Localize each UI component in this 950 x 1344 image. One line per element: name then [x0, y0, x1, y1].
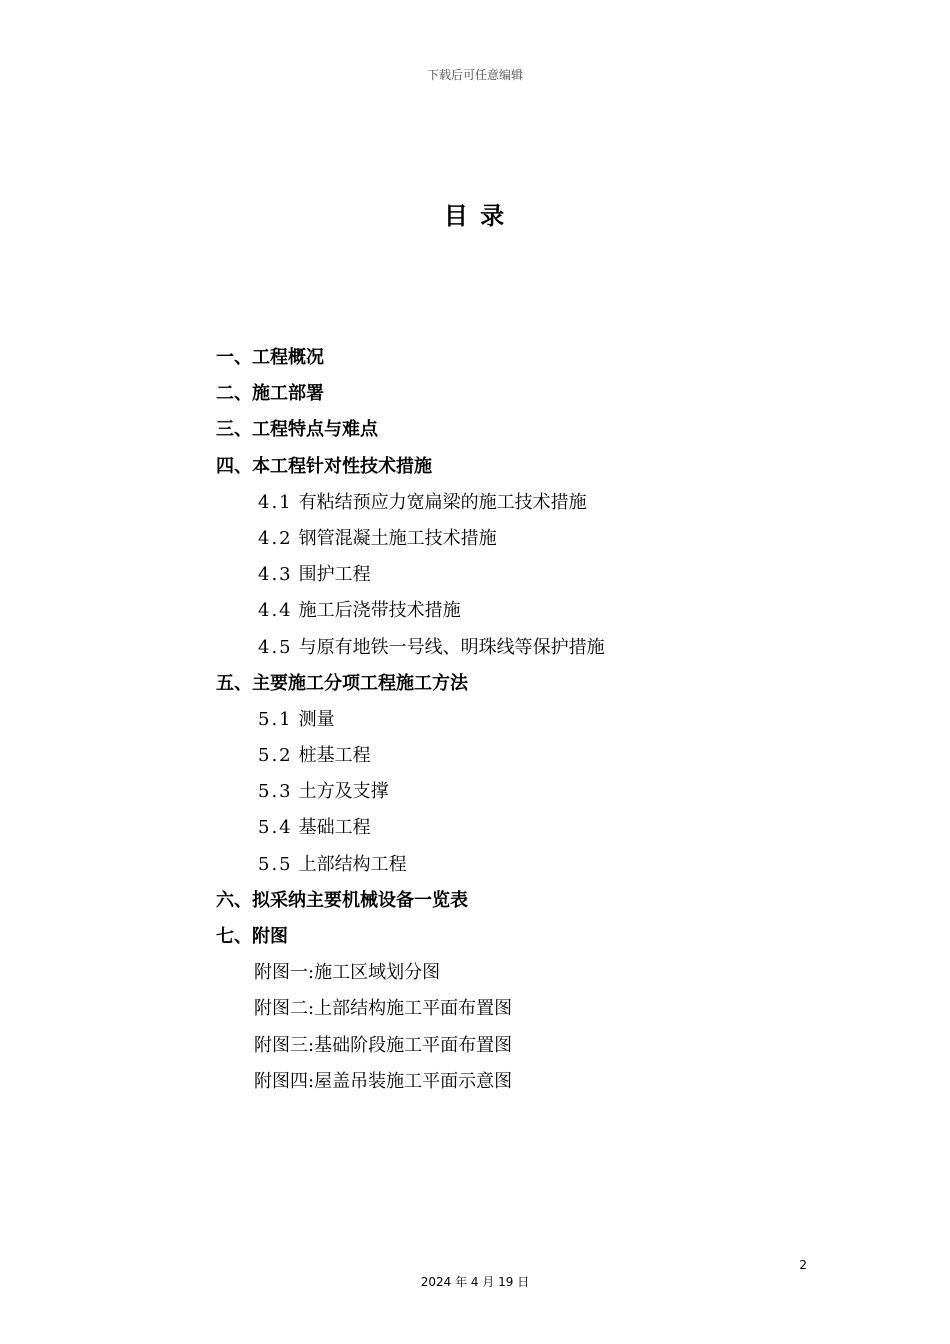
toc-subitem-text: 有粘结预应力宽扁梁的施工技术措施: [298, 491, 587, 513]
toc-subitem-number: 4.3: [258, 564, 293, 586]
toc-subitem-number: 4.1: [258, 491, 293, 513]
toc-appendix-item: 附图二:上部结构施工平面布置图: [254, 998, 513, 1020]
toc-subitem: [216, 521, 836, 557]
toc-item: 七、附图: [216, 926, 288, 947]
toc-item: 一、工程概况: [216, 347, 324, 368]
toc-subitem-text: 与原有地铁一号线、明珠线等保护措施: [298, 636, 605, 658]
toc-item: 二、施工部署: [216, 383, 324, 405]
toc-appendix-item: 附图三:基础阶段施工平面布置图: [254, 1034, 513, 1056]
toc-subitem: [216, 485, 836, 521]
toc-subitem-number: 4.4: [258, 600, 293, 622]
toc-subitem-text: 基础工程: [298, 817, 371, 839]
toc-appendix-item: 附图一:施工区域划分图: [254, 962, 441, 984]
toc-subitem: [216, 774, 836, 810]
toc-subitem-number: 4.2: [258, 527, 293, 549]
toc-subitem: [216, 593, 836, 629]
toc-item: 三、工程特点与难点: [216, 419, 378, 441]
toc-subitem-text: 围护工程: [298, 564, 371, 586]
table-of-contents: [216, 340, 836, 1100]
toc-subitem: [216, 738, 836, 774]
toc-item: 四、本工程针对性技术措施: [216, 455, 432, 477]
toc-subitem-number: 5.2: [258, 745, 293, 767]
page-header: 下载后可任意编辑: [426, 68, 523, 82]
toc-subitem-text: 钢管混凝土施工技术措施: [298, 527, 497, 549]
toc-subitem: [216, 630, 836, 666]
footer-date: 2024 年 4 月 19 日: [420, 1275, 530, 1289]
page-number: 2: [799, 1258, 807, 1272]
toc-subitem: [216, 702, 836, 738]
toc-subitem-text: 施工后浇带技术措施: [298, 600, 461, 622]
toc-subitem-number: 5.1: [258, 708, 293, 730]
toc-subitem-text: 土方及支撑: [298, 781, 389, 803]
toc-item: 五、主要施工分项工程施工方法: [216, 672, 468, 694]
toc-subitem-number: 4.5: [258, 636, 293, 658]
toc-subitem-number: 5.5: [258, 853, 293, 875]
toc-subitem: [216, 847, 836, 883]
toc-subitem: [216, 557, 836, 593]
toc-subitem: [216, 810, 836, 846]
toc-subitem-text: 上部结构工程: [298, 853, 407, 875]
toc-title: 目 录: [443, 202, 507, 230]
toc-subitem-number: 5.4: [258, 817, 293, 839]
toc-subitem-number: 5.3: [258, 781, 293, 803]
toc-subitem-text: 测量: [298, 708, 335, 730]
toc-appendix-item: 附图四:屋盖吊装施工平面示意图: [254, 1070, 513, 1092]
toc-subitem-text: 桩基工程: [298, 745, 371, 767]
toc-item: 六、拟采纳主要机械设备一览表: [216, 889, 468, 911]
